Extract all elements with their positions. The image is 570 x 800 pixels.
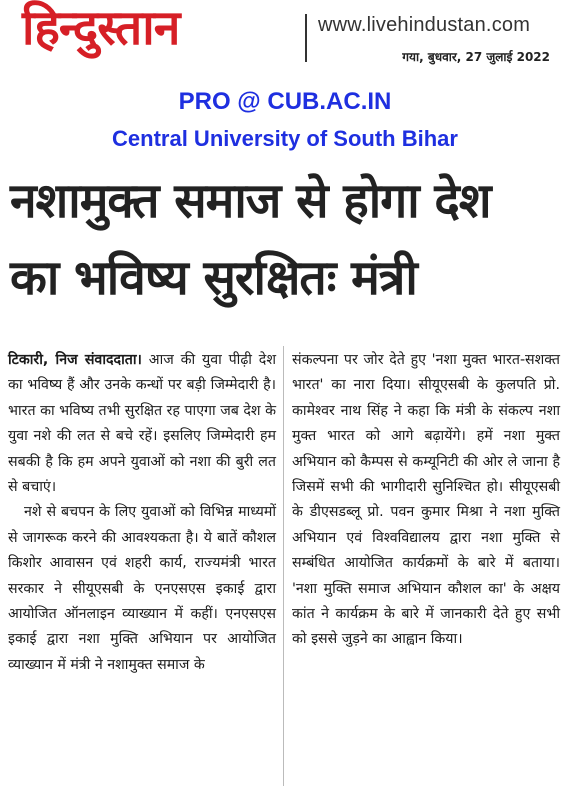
newspaper-logo: हिन्दुस्तान [22, 0, 180, 56]
article-paragraph-2: नशे से बचपन के लिए युवाओं को विभिन्न माध्यमों से जागरूक करने की आवश्यकता है। ये बातें कौशल किशोर आवासन एवं शहरी कार्य, राज्यमंत्री भारत सरकार ने सीयूएसबी के एनएसएस इकाई द्वारा आयोजित ऑनलाइन व्याख्यान में कहीं। एनएसएस इकाई द्वारा नशा मुक्ति अभियान पर आयोजित व्याख्यान में मंत्री ने नशामुक्त समाज के [8, 504, 276, 673]
pro-credit: PRO @ CUB.AC.IN [178, 88, 392, 115]
article-headline [10, 165, 562, 319]
article-column-right [292, 348, 560, 653]
paragraph-1-text: आज की युवा पीढ़ी देश का भविष्य हैं और उनके कन्धों पर बड़ी जिम्मेदारी है। भारत का भविष्य तभी सुरक्षित रह पाएगा जब देश के युवा नशे की लत से बचे रहें। इसलिए जिम्मेदारी हम सबकी है कि हम अपने युवाओं को नशा की बुरी लत से बचाएं। [8, 352, 276, 496]
masthead-divider [305, 14, 307, 62]
university-name: Central University of South Bihar [112, 126, 458, 151]
article-column-left [8, 348, 276, 678]
article-paragraph-1 [8, 348, 276, 500]
article-paragraph-3: संकल्पना पर जोर देते हुए 'नशा मुक्त भारत-सशक्त भारत' का नारा दिया। सीयूएसबी के कुलपति प्रो. कामेश्वर नाथ सिंह ने कहा कि मंत्री के संकल्प नशा मुक्त भारत को आगे बढ़ायेंगे। हमें नशा मुक्त अभियान को कैम्पस से कम्यूनिटी की ओर ले जाना है जिसमें सभी की भागीदारी सुनिश्चित हो। सीयूएसबी के डीएसडब्लू प्रो. पवन कुमार मिश्रा ने नशा मुक्ति अभियान एवं विश्वविद्यालय द्वारा नशा मुक्ति से सम्बंधित आयोजित कार्यक्रमों के बारे में बताया। 'नशा मुक्ति समाज अभियान कौशल का' के अक्षय कांत ने कार्यक्रम के बारे में जानकारी देते हुए सभी को इससे जुड़ने का आह्वान किया। [292, 352, 560, 648]
masthead [0, 0, 570, 78]
column-divider [283, 346, 284, 786]
website-url: www.livehindustan.com [318, 14, 531, 36]
headline-line-1: नशामुक्त समाज से होगा देश [10, 173, 491, 229]
headline-line-2: का भविष्य सुरक्षितः मंत्री [10, 250, 417, 306]
dateline: गया, बुधवार, 27 जुलाई 2022 [402, 50, 550, 64]
byline: टिकारी, निज संवाददाता। [8, 352, 142, 368]
